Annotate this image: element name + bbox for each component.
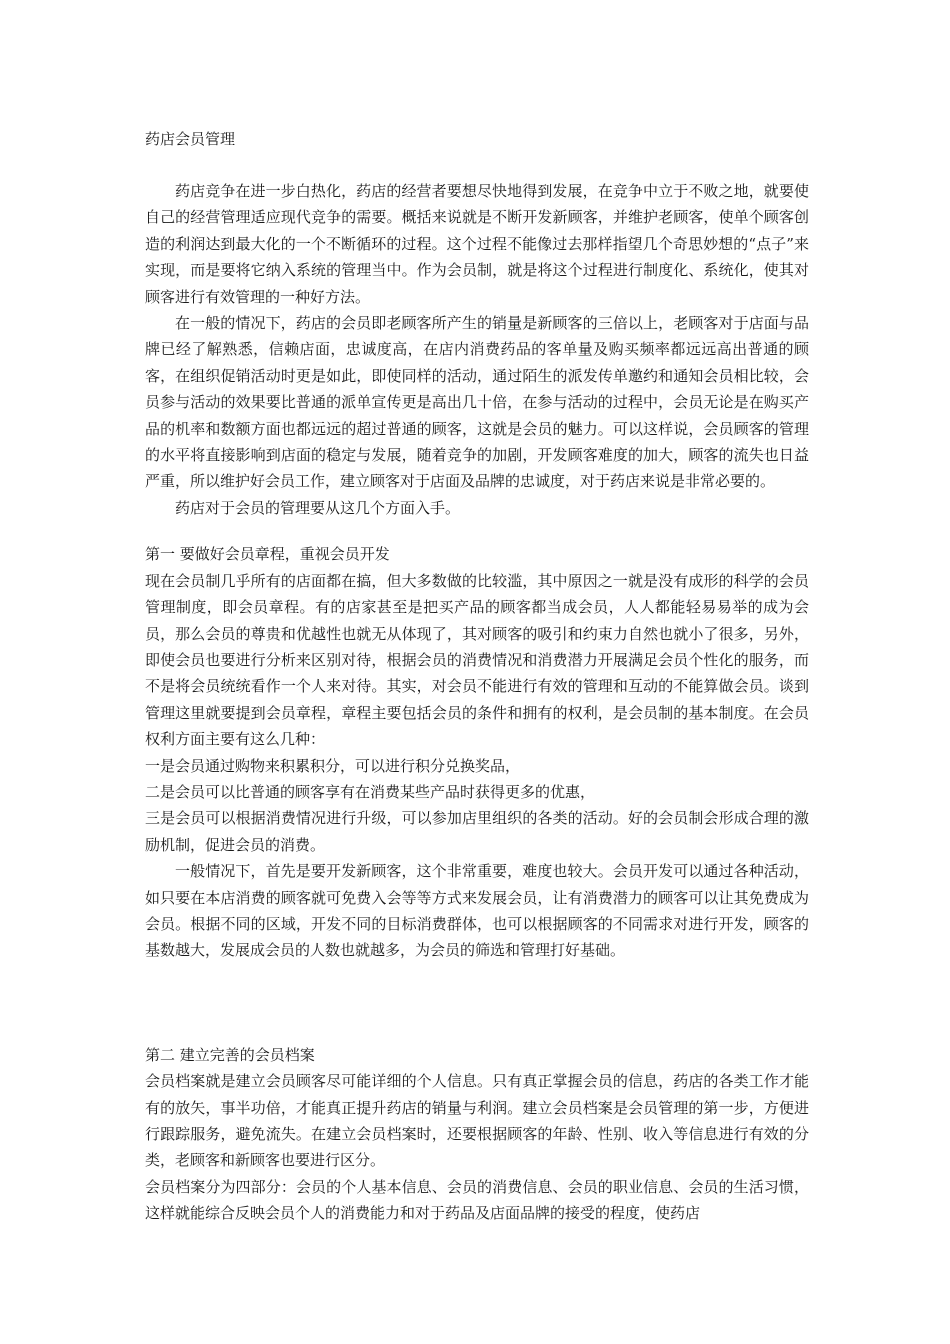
intro-paragraph-1: 药店竞争在进一步白热化，药店的经营者要想尽快地得到发展，在竞争中立于不败之地，就要使自己的经营管理适应现代竞争的需要。概括来说就是不断开发新顾客，并维护老顾客，使单个顾客创造的利润达到最大化的一个不断循环的过程。这个过程不能像过去那样指望几个奇思妙想的“点子”来实现，而是要将它纳入系统的管理当中。作为会员制，就是将这个过程进行制度化、系统化，使其对顾客进行有效管理的一种好方法。 (145, 182, 809, 306)
section-2-body-2: 会员档案分为四部分：会员的个人基本信息、会员的消费信息、会员的职业信息、会员的生活习惯，这样就能综合反映会员个人的消费能力和对于药品及店面品牌的接受的程度，使药店 (145, 1177, 809, 1223)
section-1-body: 现在会员制几乎所有的店面都在搞，但大多数做的比较滥，其中原因之一就是没有成形的科学的会员管理制度，即会员章程。有的店家甚至是把买产品的顾客都当成会员，人人都能轻易易举的成为会员，那么会员的尊贵和优越性也就无从体现了，其对顾客的吸引和约束力自然也就小了很多，另外，即使会员也要进行分析来区别对待，根据会员的消费情况和消费潜力开展满足会员个性化的服务，而不是将会员统统看作一个人来对待。其实，对会员不能进行有效的管理和互动的不能算做会员。谈到管理这里就要提到会员章程，章程主要包括会员的条件和拥有的权利，是会员制的基本制度。在会员权利方面主要有这么几种： (145, 571, 809, 749)
section-2-body: 会员档案就是建立会员顾客尽可能详细的个人信息。只有真正掌握会员的信息，药店的各类工作才能有的放矢，事半功倍，才能真正提升药店的销量与利润。建立会员档案是会员管理的第一步，方便进行跟踪服务，避免流失。在建立会员档案时，还要根据顾客的年龄、性别、收入等信息进行有效的分类，老顾客和新顾客也要进行区分。 (145, 1072, 809, 1170)
document-page (145, 126, 809, 1227)
intro-paragraph-2: 在一般的情况下，药店的会员即老顾客所产生的销量是新顾客的三倍以上，老顾客对于店面与品牌已经了解熟悉，信赖店面，忠诚度高，在店内消费药品的客单量及购买频率都远远高出普通的顾客，在组织促销活动时更是如此，即使同样的活动，通过陌生的派发传单邀约和通知会员相比较，会员参与活动的效果要比普通的派单宣传更是高出几十倍，在参与活动的过程中，会员无论是在购买产品的机率和数额方面也都远远的超过普通的顾客，这就是会员的魅力。可以这样说，会员顾客的管理的水平将直接影响到店面的稳定与发展，随着竞争的加剧，开发顾客难度的加大，顾客的流失也日益严重，所以维护好会员工作，建立顾客对于店面及品牌的忠诚度，对于药店来说是非常必要的。 (145, 314, 809, 491)
section-1-closing: 一般情况下，首先是要开发新顾客，这个非常重要，难度也较大。会员开发可以通过各种活动，如只要在本店消费的顾客就可免费入会等等方式来发展会员，让有消费潜力的顾客可以让其免费成为会员。根据不同的区域，开发不同的目标消费群体，也可以根据顾客的不同需求对进行开发，顾客的基数越大，发展成会员的人数也就越多，为会员的筛选和管理打好基础。 (145, 862, 809, 960)
document-title: 药店会员管理 (145, 130, 236, 148)
section-1-heading: 第一 要做好会员章程，重视会员开发 (145, 545, 390, 564)
section-spacer (145, 964, 809, 1042)
section-2-heading: 第二 建立完善的会员档案 (145, 1045, 315, 1064)
intro-paragraph-3: 药店对于会员的管理要从这几个方面入手。 (175, 498, 461, 517)
section-1-list-item-2: 二是会员可以比普通的顾客享有在消费某些产品时获得更多的优惠， (145, 782, 596, 801)
section-1-list-item-1: 一是会员通过购物来积累积分，可以进行积分兑换奖品， (145, 756, 521, 775)
section-1-list-item-3: 三是会员可以根据消费情况进行升级，可以参加店里组织的各类的活动。好的会员制会形成合理的激励机制，促进会员的消费。 (145, 809, 809, 854)
